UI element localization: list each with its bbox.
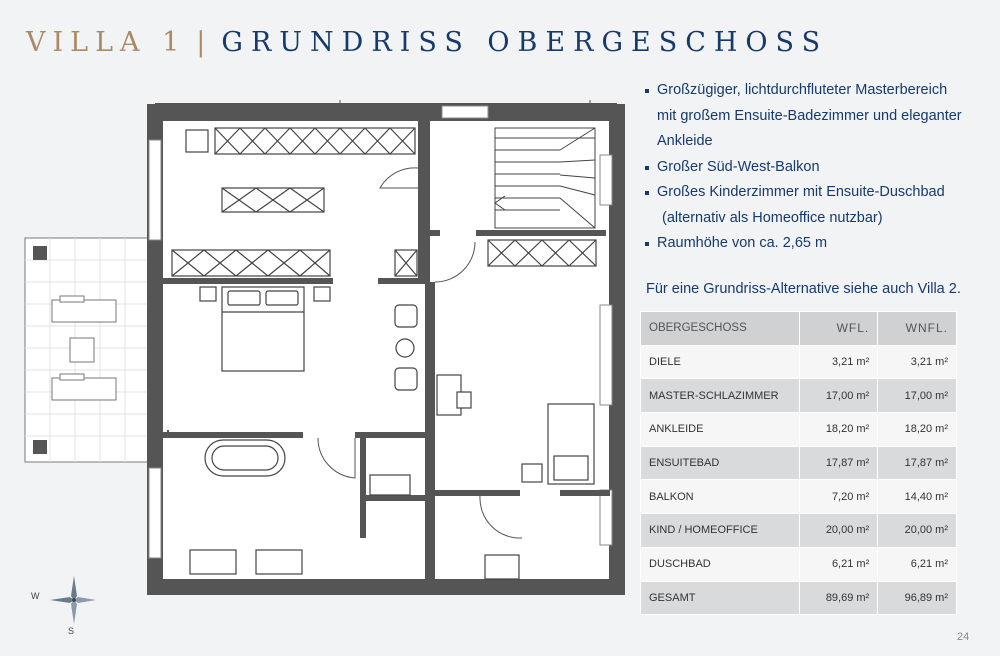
- title-separator: |: [196, 27, 206, 58]
- feature-item: Großzügiger, lichtdurchfluteter Masterbereich mit großem Ensuite-Badezimmer und eleganter Ankleide: [644, 78, 984, 155]
- page-number: 24: [957, 631, 970, 643]
- compass-west-label: W: [31, 591, 40, 601]
- alternative-note: Für eine Grundriss-Alternative siehe auch Villa 2.: [646, 281, 961, 297]
- compass-rose-icon: [28, 570, 100, 636]
- page-title: [26, 26, 828, 60]
- feature-list: [644, 78, 984, 257]
- villa-label: VILLA 1: [26, 27, 187, 58]
- table-row: MASTER-SCHLAZIMMER 17,00 m² 17,00 m²: [641, 379, 957, 413]
- header-wfl: WFL.: [799, 312, 878, 346]
- header-floor: OBERGESCHOSS: [641, 312, 800, 346]
- area-table: [640, 311, 957, 615]
- table-row-total: GESAMT 89,69 m² 96,89 m²: [641, 581, 957, 615]
- floor-title: GRUNDRISS OBERGESCHOSS: [221, 27, 829, 58]
- table-row: DIELE 3,21 m² 3,21 m²: [641, 345, 957, 379]
- header-wnfl: WNFL.: [878, 312, 957, 346]
- feature-item: Großer Süd-West-Balkon: [644, 155, 984, 181]
- table-header-row: [641, 312, 957, 346]
- table-row: ENSUITEBAD 17,87 m² 17,87 m²: [641, 446, 957, 480]
- compass-south-label: S: [68, 626, 75, 636]
- feature-item: Raumhöhe von ca. 2,65 m: [644, 231, 984, 257]
- table-row: DUSCHBAD 6,21 m² 6,21 m²: [641, 547, 957, 581]
- floor-plan: [0, 80, 630, 600]
- feature-item: Großes Kinderzimmer mit Ensuite-Duschbad (alternativ als Homeoffice nutzbar): [644, 180, 984, 231]
- table-row: KIND / HOMEOFFICE 20,00 m² 20,00 m²: [641, 514, 957, 548]
- table-row: ANKLEIDE 18,20 m² 18,20 m²: [641, 413, 957, 447]
- compass: [28, 570, 100, 641]
- table-row: BALKON 7,20 m² 14,40 m²: [641, 480, 957, 514]
- balcony: [25, 238, 155, 462]
